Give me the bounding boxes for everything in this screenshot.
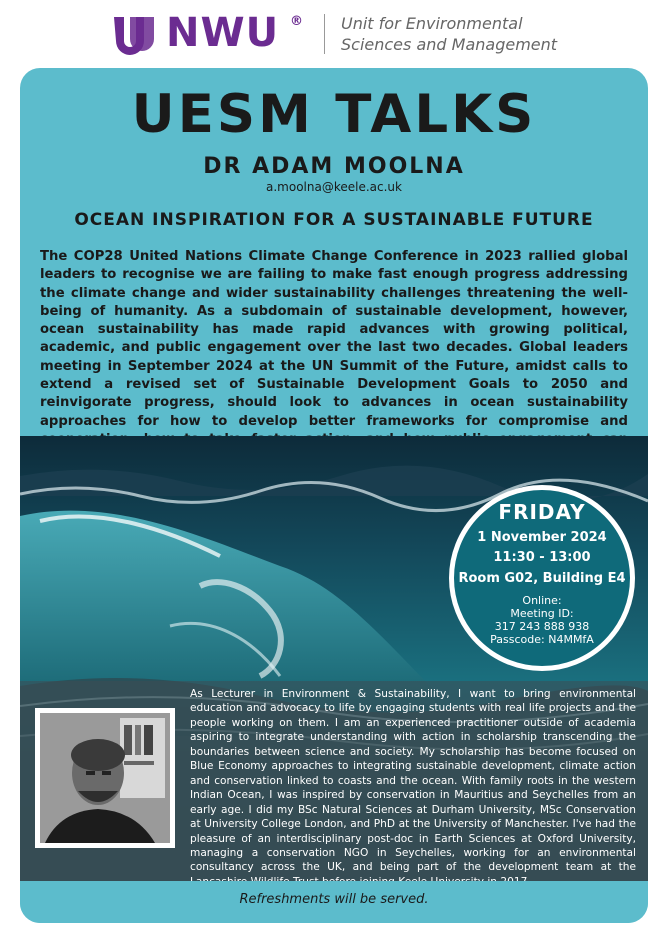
talk-title: OCEAN INSPIRATION FOR A SUSTAINABLE FUTURE <box>74 210 594 230</box>
series-title: UESM TALKS <box>131 84 537 145</box>
header-divider <box>324 14 325 54</box>
footer-note: Refreshments will be served. <box>239 892 429 907</box>
poster-card <box>20 68 648 923</box>
speaker-photo <box>35 708 175 848</box>
registered-mark: ® <box>290 14 303 29</box>
abstract-text: The COP28 United Nations Climate Change Conference in 2023 rallied global leaders to recognise we are failing to make fast enough progress addressing the climate change and wider sustainability challenges threatening the well-being of humanity. As a subdomain of sustainable development, however, ocean sustainability has made rapid advances with growing political, academic, and public engagement over the last two decades. Global leaders meeting in September 2024 at the UN Summit of the Future, amidst calls to extend a revised set of Sustainable Development Goals to 2050 and reinvigorate progress, should look to advances in ocean sustainability approaches for how to develop better frameworks for compromise and <box>40 249 628 429</box>
header <box>0 0 663 70</box>
speaker-portrait-illustration <box>40 713 170 843</box>
meeting-id-label: Meeting ID: <box>510 607 574 620</box>
unit-name-line2: Sciences and Management <box>341 35 558 54</box>
event-day: FRIDAY <box>498 500 586 524</box>
logo-wordmark: NWU <box>166 10 280 56</box>
speaker-bio: As Lecturer in Environment & Sustainability, I want to bring environmental education and advocacy to life by engaging students with real life projects and the people working on them. I am an experienced practitioner outside of academia aspiring to integrate understanding with action in scholarship transcending the boundaries between science and society. My scholarship has become focused on Blue Economy approaches to integrating sustainable development, climate action and conservation linked to coasts and the ocean. With family roots in the western Indian Ocean, I was inspired by conservation in Mauritius and Seychelles from an early age. I did my BSc Natural Sciences at Durham University, MSc Conservation at University College London, and PhD at the University of Manchester. I've had the pleasure of an interdisciplinary post-doc in Earth Sciences at Oxford University, managing a conservation NGO in Seychelles, working for an environmental consultancy across the UK, and being part of the development team at the <box>190 688 636 874</box>
event-date: 1 November 2024 <box>477 530 607 545</box>
event-time: 11:30 - 13:00 <box>493 550 591 565</box>
meeting-passcode: Passcode: N4MMfA <box>490 633 594 646</box>
speaker-email[interactable]: a.moolna@keele.ac.uk <box>266 180 402 194</box>
nwu-logo-icon <box>112 13 158 55</box>
footer-band <box>20 881 648 923</box>
event-room: Room G02, Building E4 <box>458 571 626 586</box>
speaker-name: DR ADAM MOOLNA <box>203 154 465 179</box>
meeting-id[interactable]: 317 243 888 938 <box>494 620 590 633</box>
unit-name-line1: Unit for Environmental <box>341 14 523 33</box>
online-label: Online: <box>522 594 562 607</box>
schedule-circle <box>449 485 635 671</box>
